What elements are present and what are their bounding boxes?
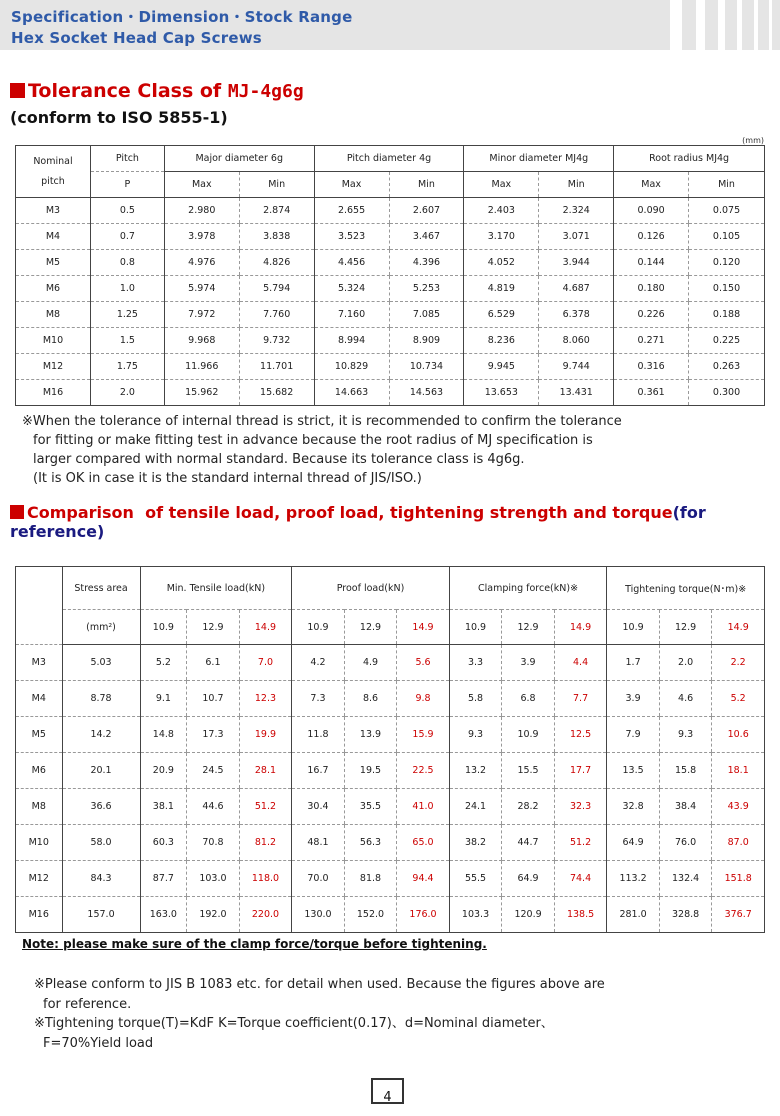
table-cell: 13.653	[464, 380, 539, 406]
table-cell: 1.7	[607, 645, 660, 681]
section2-reference: (for reference)	[10, 503, 706, 541]
table-cell: 8.78	[62, 681, 140, 717]
table-cell: 157.0	[62, 897, 140, 933]
table-cell: 376.7	[712, 897, 765, 933]
note-line: for fitting or make fitting test in advance because the root radius of MJ specification is	[33, 433, 593, 448]
header-max: Max	[464, 172, 539, 198]
header-root-radius: Root radius MJ4g	[614, 146, 765, 172]
table-cell: 7.0	[239, 645, 292, 681]
header-clamping-force: Clamping force(kN)※	[449, 567, 607, 610]
table-cell: 12.3	[239, 681, 292, 717]
table-cell: 118.0	[239, 861, 292, 897]
row-label: M4	[16, 681, 63, 717]
row-label: M3	[16, 198, 91, 224]
row-label: M8	[16, 302, 91, 328]
table-cell: 51.2	[239, 789, 292, 825]
table-cell: 48.1	[292, 825, 345, 861]
table-cell: 120.9	[502, 897, 555, 933]
table-cell: 0.271	[614, 328, 689, 354]
table-cell: 4.396	[389, 250, 464, 276]
table-cell: 3.523	[314, 224, 389, 250]
table-cell: 9.8	[397, 681, 450, 717]
note-line: (It is OK in case it is the standard internal thread of JIS/ISO.)	[33, 471, 422, 486]
table-cell: 9.732	[239, 328, 314, 354]
table-cell: 58.0	[62, 825, 140, 861]
table-cell: 5.2	[712, 681, 765, 717]
table-cell: 15.5	[502, 753, 555, 789]
table-cell: 24.5	[187, 753, 240, 789]
table-cell: 4.976	[164, 250, 239, 276]
table-cell: 14.663	[314, 380, 389, 406]
table-cell: 192.0	[187, 897, 240, 933]
row-label: M3	[16, 645, 63, 681]
table-cell: 16.7	[292, 753, 345, 789]
section1-title	[10, 80, 304, 102]
table-cell: 5.324	[314, 276, 389, 302]
table-cell: 64.9	[607, 825, 660, 861]
table-cell: 17.3	[187, 717, 240, 753]
unit-label: (mm)	[742, 136, 764, 145]
header-minor-diameter: Minor diameter MJ4g	[464, 146, 614, 172]
table-cell: 20.1	[62, 753, 140, 789]
table-cell: 87.0	[712, 825, 765, 861]
table-cell: 5.794	[239, 276, 314, 302]
table-cell: 11.966	[164, 354, 239, 380]
table-cell: 7.760	[239, 302, 314, 328]
table-cell: 5.2	[140, 645, 187, 681]
table-cell: 3.978	[164, 224, 239, 250]
grade-header: 14.9	[554, 610, 607, 645]
tolerance-note	[22, 412, 622, 488]
table-cell: 22.5	[397, 753, 450, 789]
table-cell: 30.4	[292, 789, 345, 825]
table-cell: 5.974	[164, 276, 239, 302]
header-stress-area: Stress area	[62, 567, 140, 610]
table-row	[16, 250, 765, 276]
table-cell: 70.8	[187, 825, 240, 861]
table-row	[16, 825, 765, 861]
note-line: ※Tightening torque(T)=KdF K=Torque coefficient(0.17)、d=Nominal diameter、	[34, 1016, 554, 1031]
header-tightening-torque: Tightening torque(N･m)※	[607, 567, 765, 610]
grade-header: 10.9	[449, 610, 502, 645]
red-square-icon	[10, 505, 24, 519]
table-cell: 0.188	[689, 302, 765, 328]
table-cell: 55.5	[449, 861, 502, 897]
table-cell: 12.5	[554, 717, 607, 753]
table-cell: 281.0	[607, 897, 660, 933]
table-cell: 130.0	[292, 897, 345, 933]
grade-header: 12.9	[344, 610, 397, 645]
table-cell: 87.7	[140, 861, 187, 897]
section2-title-text: Comparison of tensile load, proof load, tightening strength and torque	[27, 503, 673, 522]
header-pitch-diameter: Pitch diameter 4g	[314, 146, 464, 172]
table-cell: 14.2	[62, 717, 140, 753]
table-cell: 60.3	[140, 825, 187, 861]
header-title-line1: Specification・Dimension・Stock Range	[11, 8, 353, 26]
table-cell: 70.0	[292, 861, 345, 897]
table-cell: 0.150	[689, 276, 765, 302]
table-cell: 10.734	[389, 354, 464, 380]
row-label: M4	[16, 224, 91, 250]
row-label: M16	[16, 897, 63, 933]
table-cell: 1.75	[90, 354, 164, 380]
table-cell: 0.8	[90, 250, 164, 276]
table-cell: 0.090	[614, 198, 689, 224]
grade-header: 12.9	[502, 610, 555, 645]
table-cell: 7.160	[314, 302, 389, 328]
table-row	[16, 198, 765, 224]
table-row	[16, 717, 765, 753]
table-cell: 0.120	[689, 250, 765, 276]
table-cell: 5.6	[397, 645, 450, 681]
table-cell: 10.9	[502, 717, 555, 753]
table-cell: 65.0	[397, 825, 450, 861]
table-cell: 10.829	[314, 354, 389, 380]
table-cell: 44.6	[187, 789, 240, 825]
table-cell: 3.838	[239, 224, 314, 250]
table-cell: 13.431	[539, 380, 614, 406]
table-cell: 151.8	[712, 861, 765, 897]
table-cell: 4.2	[292, 645, 345, 681]
table-cell: 2.0	[659, 645, 712, 681]
table-cell: 76.0	[659, 825, 712, 861]
table-cell: 28.1	[239, 753, 292, 789]
table-cell: 1.0	[90, 276, 164, 302]
section2-title	[10, 503, 780, 541]
table-cell: 51.2	[554, 825, 607, 861]
section1-title-text: Tolerance Class of	[28, 80, 228, 102]
table-cell: 7.7	[554, 681, 607, 717]
header-major-diameter: Major diameter 6g	[164, 146, 314, 172]
table-cell: 14.8	[140, 717, 187, 753]
table-cell: 176.0	[397, 897, 450, 933]
table-cell: 152.0	[344, 897, 397, 933]
table-row	[16, 645, 765, 681]
table-cell: 7.9	[607, 717, 660, 753]
table-cell: 7.3	[292, 681, 345, 717]
table-cell: 0.300	[689, 380, 765, 406]
header-max: Max	[614, 172, 689, 198]
table-cell: 6.529	[464, 302, 539, 328]
grade-header: 10.9	[140, 610, 187, 645]
table-cell: 4.4	[554, 645, 607, 681]
row-label: M10	[16, 328, 91, 354]
header-min: Min	[239, 172, 314, 198]
table-cell: 44.7	[502, 825, 555, 861]
table-cell: 0.361	[614, 380, 689, 406]
table-cell: 18.1	[712, 753, 765, 789]
table-cell: 7.972	[164, 302, 239, 328]
table-cell: 8.994	[314, 328, 389, 354]
table-cell: 0.105	[689, 224, 765, 250]
table-cell: 10.7	[187, 681, 240, 717]
table-cell: 28.2	[502, 789, 555, 825]
header-max: Max	[164, 172, 239, 198]
grade-header: 10.9	[607, 610, 660, 645]
table-cell: 2.2	[712, 645, 765, 681]
table-cell: 94.4	[397, 861, 450, 897]
note-line: ※When the tolerance of internal thread is strict, it is recommended to confirm the tolerance	[22, 414, 622, 429]
table-cell: 0.226	[614, 302, 689, 328]
table-cell: 3.9	[607, 681, 660, 717]
table-cell: 2.980	[164, 198, 239, 224]
header-unit: (mm²)	[62, 610, 140, 645]
table-cell: 38.1	[140, 789, 187, 825]
table-cell: 19.5	[344, 753, 397, 789]
table-row	[16, 753, 765, 789]
table-cell: 113.2	[607, 861, 660, 897]
header-pitch: Pitch	[90, 146, 164, 172]
table-cell: 6.8	[502, 681, 555, 717]
table-cell: 10.6	[712, 717, 765, 753]
table-cell: 132.4	[659, 861, 712, 897]
table-cell: 103.0	[187, 861, 240, 897]
header-tensile-load: Min. Tensile load(kN)	[140, 567, 292, 610]
table-cell: 9.1	[140, 681, 187, 717]
table-cell: 3.467	[389, 224, 464, 250]
table-cell: 14.563	[389, 380, 464, 406]
row-label: M5	[16, 250, 91, 276]
row-label: M12	[16, 861, 63, 897]
grade-header: 12.9	[659, 610, 712, 645]
page-header	[0, 0, 780, 50]
table-cell: 32.8	[607, 789, 660, 825]
table-cell: 103.3	[449, 897, 502, 933]
table-cell: 56.3	[344, 825, 397, 861]
table-cell: 5.8	[449, 681, 502, 717]
table-cell: 4.456	[314, 250, 389, 276]
table-row	[16, 276, 765, 302]
table-cell: 81.2	[239, 825, 292, 861]
table-cell: 64.9	[502, 861, 555, 897]
table-cell: 0.7	[90, 224, 164, 250]
reference-notes	[34, 975, 605, 1053]
table-cell: 41.0	[397, 789, 450, 825]
table-cell: 5.03	[62, 645, 140, 681]
table-cell: 8.060	[539, 328, 614, 354]
row-label: M6	[16, 276, 91, 302]
table-cell: 0.225	[689, 328, 765, 354]
table-row	[16, 681, 765, 717]
row-label: M8	[16, 789, 63, 825]
table-cell: 43.9	[712, 789, 765, 825]
table-cell: 2.874	[239, 198, 314, 224]
table-row	[16, 328, 765, 354]
table-cell: 6.1	[187, 645, 240, 681]
red-square-icon	[10, 83, 25, 98]
table-cell: 4.6	[659, 681, 712, 717]
table-cell: 9.3	[659, 717, 712, 753]
table-cell: 4.819	[464, 276, 539, 302]
header-min: Min	[689, 172, 765, 198]
table-cell: 1.5	[90, 328, 164, 354]
table-cell: 9.744	[539, 354, 614, 380]
row-label: M5	[16, 717, 63, 753]
section1-title-mj: MJ-4g6g	[227, 81, 304, 102]
grade-header: 12.9	[187, 610, 240, 645]
header-empty	[16, 567, 63, 645]
row-label: M6	[16, 753, 63, 789]
grade-header: 14.9	[712, 610, 765, 645]
table-cell: 4.9	[344, 645, 397, 681]
grade-header: 14.9	[397, 610, 450, 645]
table-cell: 17.7	[554, 753, 607, 789]
table-cell: 13.5	[607, 753, 660, 789]
table-cell: 0.144	[614, 250, 689, 276]
header-stripes	[670, 0, 780, 50]
table-cell: 15.962	[164, 380, 239, 406]
table-cell: 9.945	[464, 354, 539, 380]
table-cell: 13.2	[449, 753, 502, 789]
table-cell: 0.5	[90, 198, 164, 224]
section1-subtitle: (conform to ISO 5855-1)	[10, 108, 228, 127]
table-cell: 84.3	[62, 861, 140, 897]
header-proof-load: Proof load(kN)	[292, 567, 450, 610]
table-cell: 0.126	[614, 224, 689, 250]
table-cell: 0.180	[614, 276, 689, 302]
table-cell: 328.8	[659, 897, 712, 933]
grade-header: 10.9	[292, 610, 345, 645]
table-row	[16, 897, 765, 933]
table-cell: 9.3	[449, 717, 502, 753]
table-cell: 4.826	[239, 250, 314, 276]
table-row	[16, 380, 765, 406]
warning-note: Note: please make sure of the clamp force/torque before tightening.	[22, 937, 487, 951]
table-cell: 8.909	[389, 328, 464, 354]
header-p: P	[90, 172, 164, 198]
tolerance-table	[15, 145, 765, 406]
table-cell: 8.236	[464, 328, 539, 354]
table-cell: 220.0	[239, 897, 292, 933]
table-cell: 3.9	[502, 645, 555, 681]
table-row	[16, 224, 765, 250]
table-cell: 5.253	[389, 276, 464, 302]
row-label: M10	[16, 825, 63, 861]
table-cell: 24.1	[449, 789, 502, 825]
table-cell: 74.4	[554, 861, 607, 897]
table-cell: 138.5	[554, 897, 607, 933]
table-row	[16, 354, 765, 380]
table-cell: 2.0	[90, 380, 164, 406]
load-comparison-table	[15, 566, 765, 933]
table-cell: 20.9	[140, 753, 187, 789]
table-cell: 3.3	[449, 645, 502, 681]
table-cell: 15.8	[659, 753, 712, 789]
table-cell: 3.170	[464, 224, 539, 250]
table-row	[16, 302, 765, 328]
table-cell: 0.075	[689, 198, 765, 224]
table-cell: 1.25	[90, 302, 164, 328]
table-cell: 2.655	[314, 198, 389, 224]
table-cell: 15.682	[239, 380, 314, 406]
page-number: 4	[371, 1078, 404, 1104]
table-cell: 6.378	[539, 302, 614, 328]
header-min: Min	[539, 172, 614, 198]
note-line: ※Please conform to JIS B 1083 etc. for detail when used. Because the figures above are	[34, 977, 605, 992]
table-cell: 7.085	[389, 302, 464, 328]
note-line: F=70%Yield load	[43, 1035, 154, 1051]
table-cell: 0.316	[614, 354, 689, 380]
row-label: M12	[16, 354, 91, 380]
table-cell: 4.052	[464, 250, 539, 276]
header-min: Min	[389, 172, 464, 198]
grade-header: 14.9	[239, 610, 292, 645]
table-cell: 3.944	[539, 250, 614, 276]
table-cell: 9.968	[164, 328, 239, 354]
header-title-line2: Hex Socket Head Cap Screws	[11, 29, 262, 47]
table-cell: 2.607	[389, 198, 464, 224]
table-row	[16, 861, 765, 897]
table-cell: 11.8	[292, 717, 345, 753]
header-nominal-pitch: Nominal pitch	[16, 146, 91, 198]
table-cell: 19.9	[239, 717, 292, 753]
table-cell: 38.4	[659, 789, 712, 825]
table-cell: 36.6	[62, 789, 140, 825]
table-cell: 8.6	[344, 681, 397, 717]
table-cell: 32.3	[554, 789, 607, 825]
table-cell: 4.687	[539, 276, 614, 302]
table-cell: 38.2	[449, 825, 502, 861]
table-cell: 0.263	[689, 354, 765, 380]
note-line: for reference.	[43, 996, 132, 1012]
note-line: larger compared with normal standard. Because its tolerance class is 4g6g.	[33, 452, 525, 467]
table-cell: 11.701	[239, 354, 314, 380]
table-cell: 2.324	[539, 198, 614, 224]
table-cell: 3.071	[539, 224, 614, 250]
table-cell: 15.9	[397, 717, 450, 753]
table-cell: 81.8	[344, 861, 397, 897]
table-cell: 13.9	[344, 717, 397, 753]
table-cell: 35.5	[344, 789, 397, 825]
row-label: M16	[16, 380, 91, 406]
table-cell: 163.0	[140, 897, 187, 933]
table-row	[16, 789, 765, 825]
table-cell: 2.403	[464, 198, 539, 224]
header-max: Max	[314, 172, 389, 198]
